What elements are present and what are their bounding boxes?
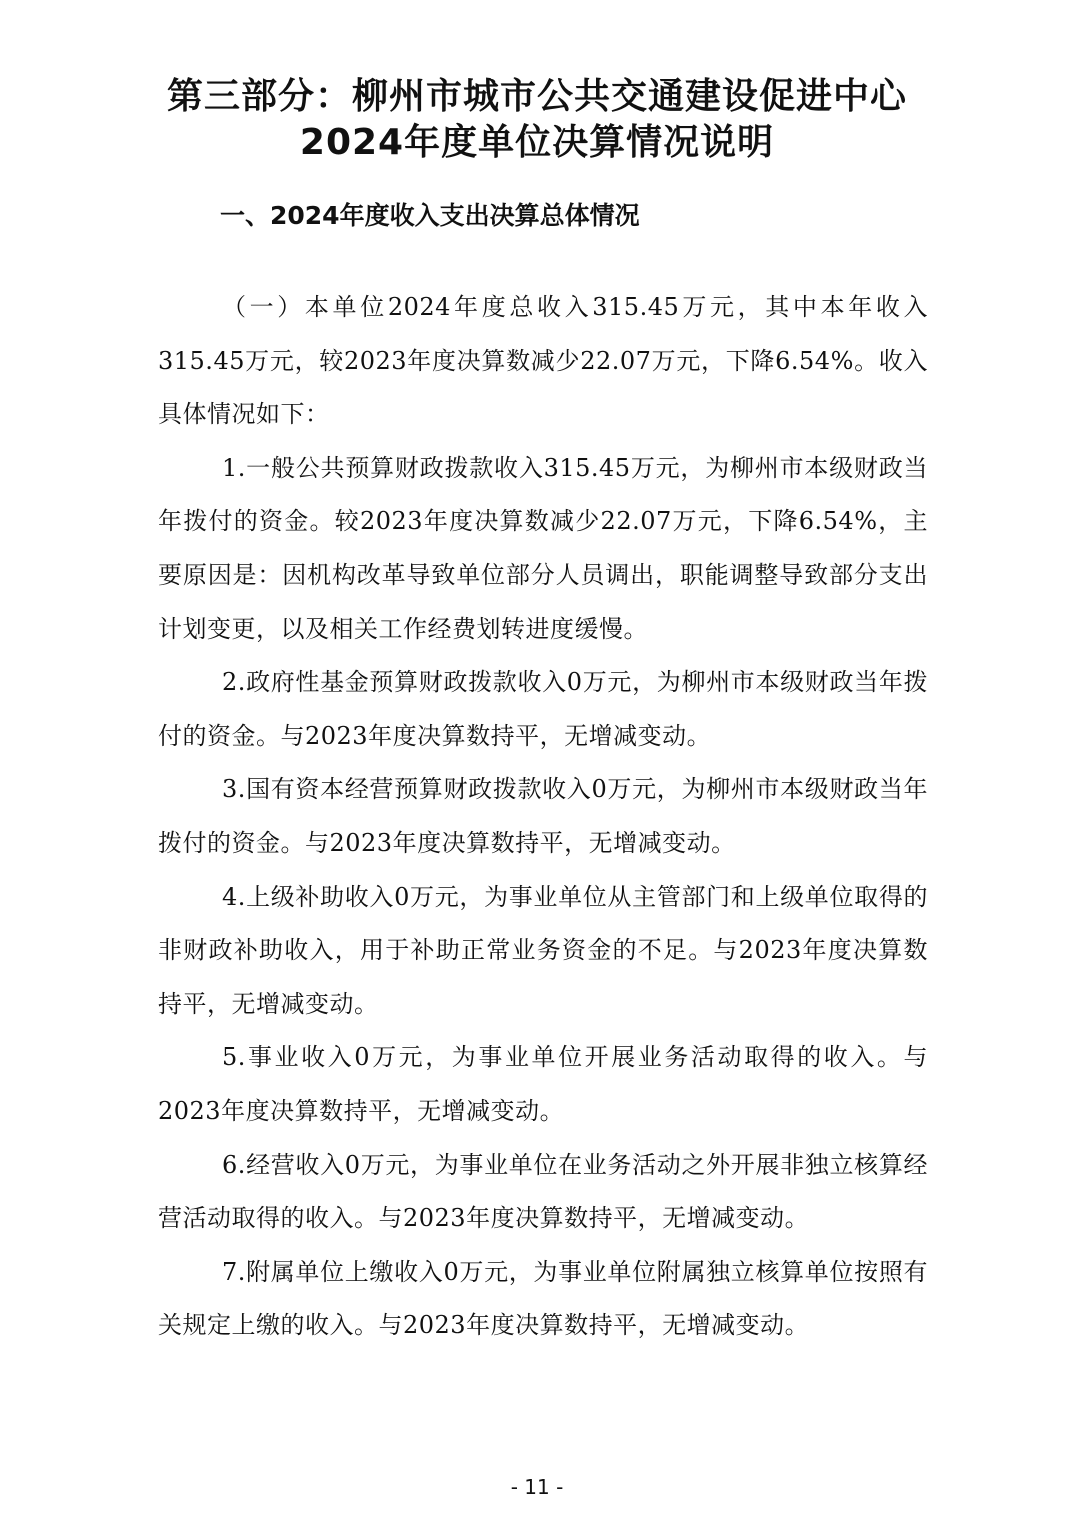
paragraph-item-4: 4.上级补助收入0万元，为事业单位从主管部门和上级单位取得的非财政补助收入，用于补助正常业务资金的不足。与2023年度决算数持平，无增减变动。	[158, 882, 928, 1018]
paragraph-item-3: 3.国有资本经营预算财政拨款收入0万元，为柳州市本级财政当年拨付的资金。与2023年度决算数持平，无增减变动。	[158, 775, 928, 857]
paragraph-item-5: 5.事业收入0万元，为事业单位开展业务活动取得的收入。与2023年度决算数持平，无增减变动。	[158, 1043, 928, 1125]
page-title: 第三部分：柳州市城市公共交通建设促进中心2024年度单位决算情况说明	[166, 76, 907, 163]
paragraph-item-7: 7.附属单位上缴收入0万元，为事业单位附属独立核算单位按照有关规定上缴的收入。与2023年度决算数持平，无增减变动。	[158, 1257, 928, 1340]
paragraph-item-2: 2.政府性基金预算财政拨款收入0万元，为柳州市本级财政当年拨付的资金。与2023年度决算数持平，无增减变动。	[158, 668, 928, 750]
paragraph-summary: （一）本单位2024年度总收入315.45万元，其中本年收入315.45万元，较2023年度决算数减少22.07万元，下降6.54%。收入具体情况如下：	[158, 293, 928, 429]
document-body	[158, 281, 928, 1353]
section-heading: 一、2024年度收入支出决算总体情况	[220, 201, 640, 230]
paragraph-item-1: 1.一般公共预算财政拨款收入315.45万元，为柳州市本级财政当年拨付的资金。较2023年度决算数减少22.07万元，下降6.54%，主要原因是：因机构改革导致单位部分人员调出，职能调整导致部分支出计划变更，以及相关工作经费划转进度缓慢。	[158, 453, 928, 643]
paragraph-item-6: 6.经营收入0万元，为事业单位在业务活动之外开展非独立核算经营活动取得的收入。与2023年度决算数持平，无增减变动。	[158, 1150, 928, 1233]
page-number: - 11 -	[510, 1475, 564, 1499]
